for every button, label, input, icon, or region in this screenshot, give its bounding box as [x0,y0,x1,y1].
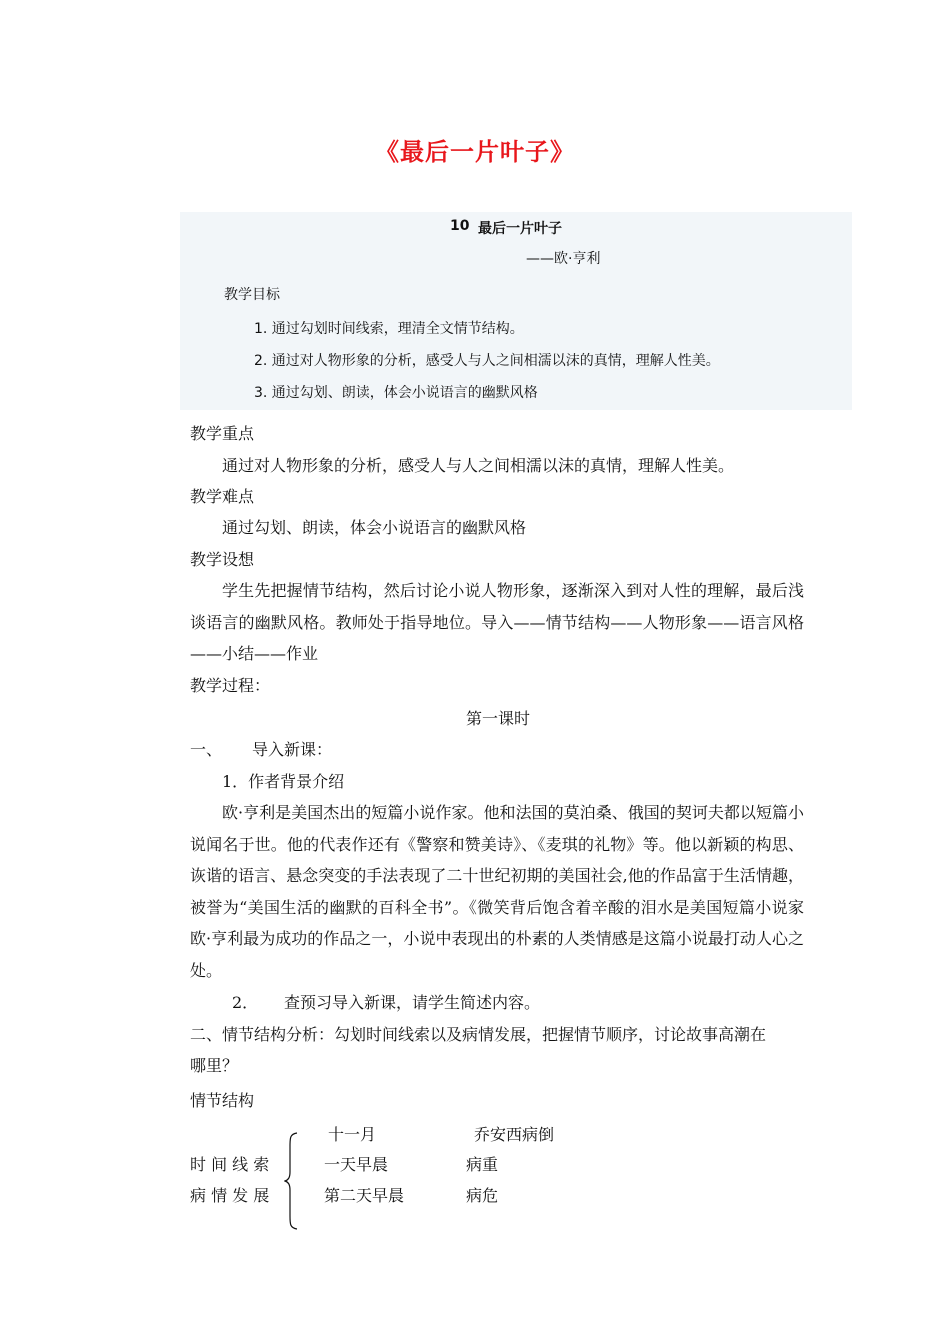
lesson-period-title: 第一课时 [465,709,530,728]
design-text: 学生先把握情节结构，然后讨论小说人物形象，逐渐深入到对人性的理解，最后浅谈语言的幽默风格。教师处于指导地位。导入——情节结构——人物形象——语言风格——小结——作业 [190,581,804,663]
focus-text: 通过对人物形象的分析，感受人与人之间相濡以沫的真情，理解人性美。 [222,456,735,475]
lesson-number: 10 [450,218,470,234]
section1-label: 一、 [190,740,223,759]
plot-time: 一天早晨 [324,1155,389,1174]
plot-left-label: 病 情 发 展 [190,1186,270,1205]
plot-state: 病重 [466,1155,499,1174]
goal-item: 1. 通过勾划时间线索，理清全文情节结构。 [254,321,524,337]
plot-time: 十一月 [328,1125,377,1144]
plot-time: 第二天早晨 [324,1186,405,1205]
design-heading: 教学设想 [190,550,255,569]
item2-text: 查预习导入新课，请学生简述内容。 [284,993,541,1012]
goal-item: 2. 通过对人物形象的分析，感受人与人之间相濡以沫的真情，理解人性美。 [254,353,720,369]
section2-line: 二、情节结构分析：勾划时间线索以及病情发展，把握情节顺序，讨论故事高潮在 [190,1025,767,1044]
document-title: 《最后一片叶子》 [375,138,575,166]
section1-title: 导入新课： [252,740,333,759]
lesson-title: 最后一片叶子 [478,221,562,237]
plot-state: 乔安西病倒 [474,1125,555,1144]
focus-heading: 教学重点 [190,424,255,443]
plot-heading: 情节结构 [190,1091,255,1110]
author-line: ——欧·亨利 [526,251,601,267]
item1-text: 1．作者背景介绍 [222,772,345,791]
item2-number: 2． [232,993,259,1012]
goals-heading: 教学目标 [224,287,280,303]
author-bio: 欧·亨利是美国杰出的短篇小说作家。他和法国的莫泊桑、俄国的契诃夫都以短篇小说闻名于世。他的代表作还有《警察和赞美诗》、《麦琪的礼物》等。他以新颖的构思、诙谐的语言、悬念突变的手法表现了二十世纪初期的美国社会,他的作品富于生活情趣，被誉为“美国生活的幽默的百科全书”。《微笑背后饱含着辛酸的泪水是美国短篇小说家欧·亨利最为成功的作品之一，小说中表现出的朴素的人类情感是这篇小说最打动人心之处。 [190,803,804,980]
plot-state: 病危 [466,1186,499,1205]
process-heading: 教学过程： [190,676,271,695]
plot-left-label: 时 间 线 索 [190,1155,270,1174]
curly-brace [284,1132,298,1230]
section2-line: 哪里？ [190,1056,239,1075]
goal-item: 3. 通过勾划、朗读，体会小说语言的幽默风格 [254,385,538,401]
difficulty-heading: 教学难点 [190,487,255,506]
textbook-excerpt [180,212,852,410]
difficulty-text: 通过勾划、朗读，体会小说语言的幽默风格 [222,518,527,537]
